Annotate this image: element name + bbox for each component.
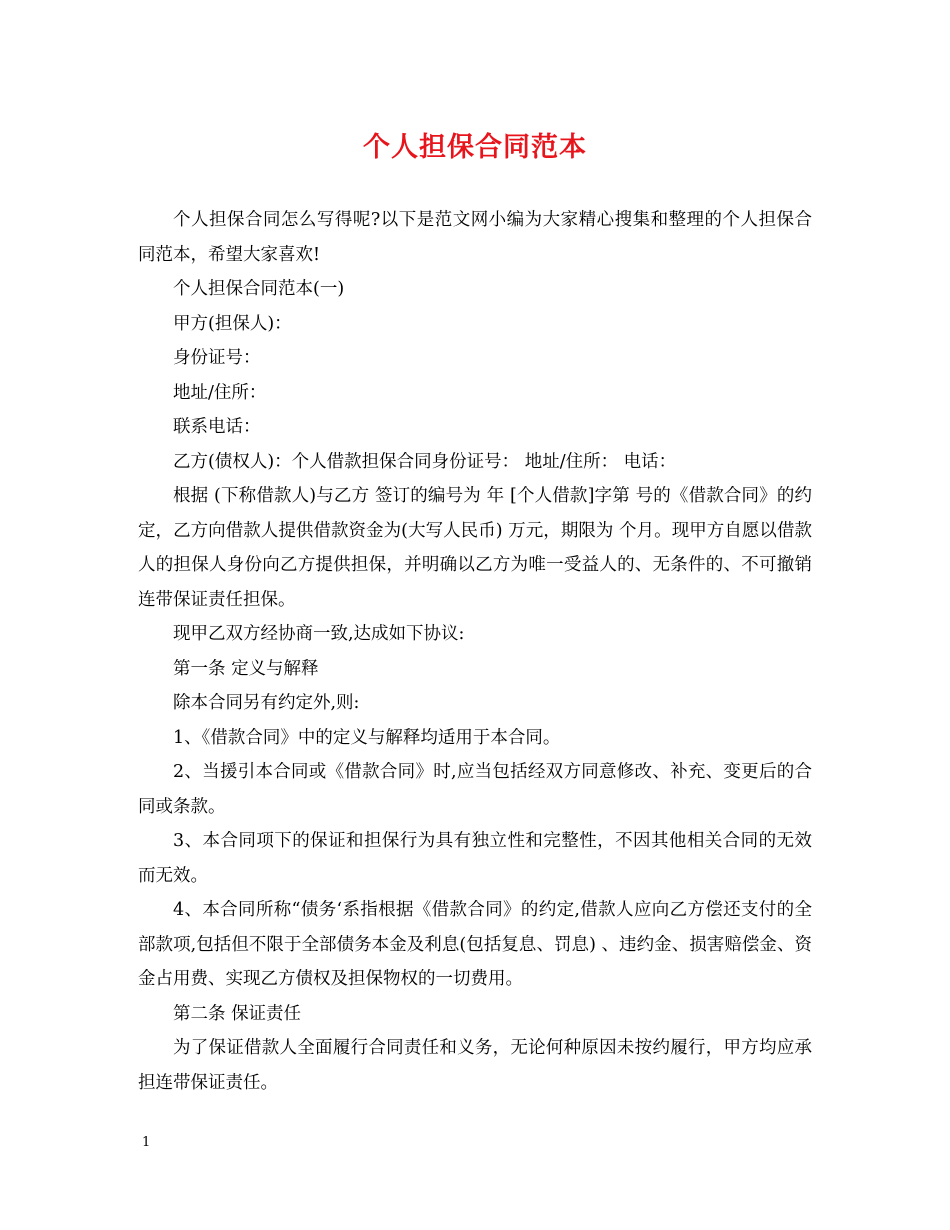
paragraph-phone: 联系电话：	[173, 417, 261, 437]
paragraph-article-1-heading: 第一条 定义与解释	[173, 658, 319, 679]
paragraph-preamble: 根据 (下称借款人)与乙方 签订的编号为 年 [个人借款]字第 号的《借款合同》的约定，乙方向借款人提供借款资金为(大写人民币) 万元，期限为 个月。现甲方自愿以借款人的担保人身份向乙方提供担保，并明确以乙方为唯一受益人的、无条件的、不可撤销连带保证责任担保。	[138, 486, 812, 610]
paragraph-address: 地址/住所：	[173, 382, 267, 403]
paragraph-article-2-body: 为了保证借款人全面履行合同责任和义务，无论何种原因未按约履行，甲方均应承担连带保证责任。	[138, 1038, 812, 1093]
paragraph-id-number: 身份证号：	[173, 348, 261, 368]
paragraph-article-1-intro: 除本合同另有约定外,则:	[173, 693, 360, 713]
paragraph-party-a: 甲方(担保人)：	[173, 313, 292, 334]
paragraph-template-heading: 个人担保合同范本(一)	[173, 279, 345, 299]
paragraph-article-2-heading: 第二条 保证责任	[173, 1003, 302, 1024]
paragraph-party-b: 乙方(债权人)：个人借款担保合同身份证号： 地址/住所： 电话：	[173, 451, 677, 472]
page-number: 1	[142, 1135, 151, 1150]
paragraph-intro: 个人担保合同怎么写得呢?以下是范文网小编为大家精心搜集和整理的个人担保合同范本，希望大家喜欢!	[138, 210, 812, 265]
paragraph-clause-4: 4、本合同所称“债务‘系指根据《借款合同》的约定,借款人应向乙方偿还支付的全部款项,包括但不限于全部债务本金及利息(包括复息、罚息) 、违约金、损害赔偿金、资金占用费、实现乙方债权及担保物权的一切费用。	[138, 900, 812, 989]
document-title: 个人担保合同范本	[363, 132, 587, 163]
paragraph-clause-3: 3、本合同项下的保证和担保行为具有独立性和完整性，不因其他相关合同的无效而无效。	[138, 831, 812, 886]
paragraph-agreement: 现甲乙双方经协商一致,达成如下协议:	[173, 624, 465, 644]
paragraph-clause-2: 2、当援引本合同或《借款合同》时,应当包括经双方同意修改、补充、变更后的合同或条款。	[138, 762, 812, 817]
document-body	[138, 203, 812, 1100]
paragraph-clause-1: 1、《借款合同》中的定义与解释均适用于本合同。	[173, 727, 561, 748]
